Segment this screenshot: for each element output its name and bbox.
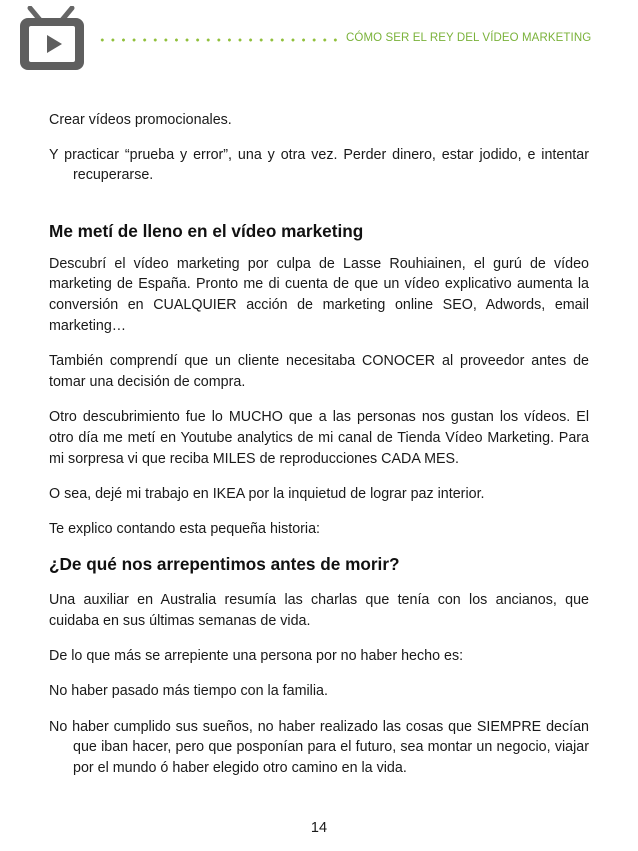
page-header — [0, 0, 638, 85]
paragraph: Otro descubrimiento fue lo MUCHO que a las personas nos gustan los vídeos. El otro día me metí en Youtube analytics de mi canal de Tienda Vídeo Marketing. Para mi sorpresa vi que reciba MILES de reproducciones CADA MES. — [49, 409, 589, 467]
paragraph: Te explico contando esta pequeña historia: — [49, 520, 321, 537]
section-heading: Me metí de lleno en el vídeo marketing — [49, 220, 364, 241]
paragraph: No haber pasado más tiempo con la familia. — [49, 683, 328, 700]
paragraph: O sea, dejé mi trabajo en IKEA por la inquietud de lograr paz interior. — [49, 486, 485, 503]
paragraph: Descubrí el vídeo marketing por culpa de Lasse Rouhiainen, el gurú de vídeo marketing de España. Pronto me di cuenta de que un vídeo explicativo aumenta la conversión en CUALQUIER acción de marketing online SEO, Adwords, email marketing… — [49, 255, 589, 334]
header-title: CÓMO SER EL REY DEL VÍDEO MARKETING — [346, 32, 592, 44]
page-body — [49, 110, 589, 778]
paragraph: De lo que más se arrepiente una persona por no haber hecho es: — [49, 647, 464, 664]
page-number: 14 — [310, 820, 328, 836]
section-heading: ¿De qué nos arrepentimos antes de morir? — [49, 554, 400, 575]
header-dotted-rule — [97, 38, 343, 42]
paragraph: No haber cumplido sus sueños, no haber realizado las cosas que SIEMPRE decían que iban hacer, pero que posponían para el futuro, sea montar un negocio, viajar por el mundo ó haber elegido otro camino en la vida. — [49, 718, 589, 776]
paragraph: Y practicar “prueba y error”, una y otra vez. Perder dinero, estar jodido, e intentar recuperarse. — [49, 146, 589, 184]
tv-play-icon — [18, 6, 88, 72]
paragraph: Una auxiliar en Australia resumía las charlas que tenía con los ancianos, que cuidaba en sus últimas semanas de vida. — [49, 592, 589, 629]
paragraph: Crear vídeos promocionales. — [49, 112, 232, 128]
paragraph: También comprendí que un cliente necesitaba CONOCER al proveedor antes de tomar una decisión de compra. — [49, 353, 589, 390]
